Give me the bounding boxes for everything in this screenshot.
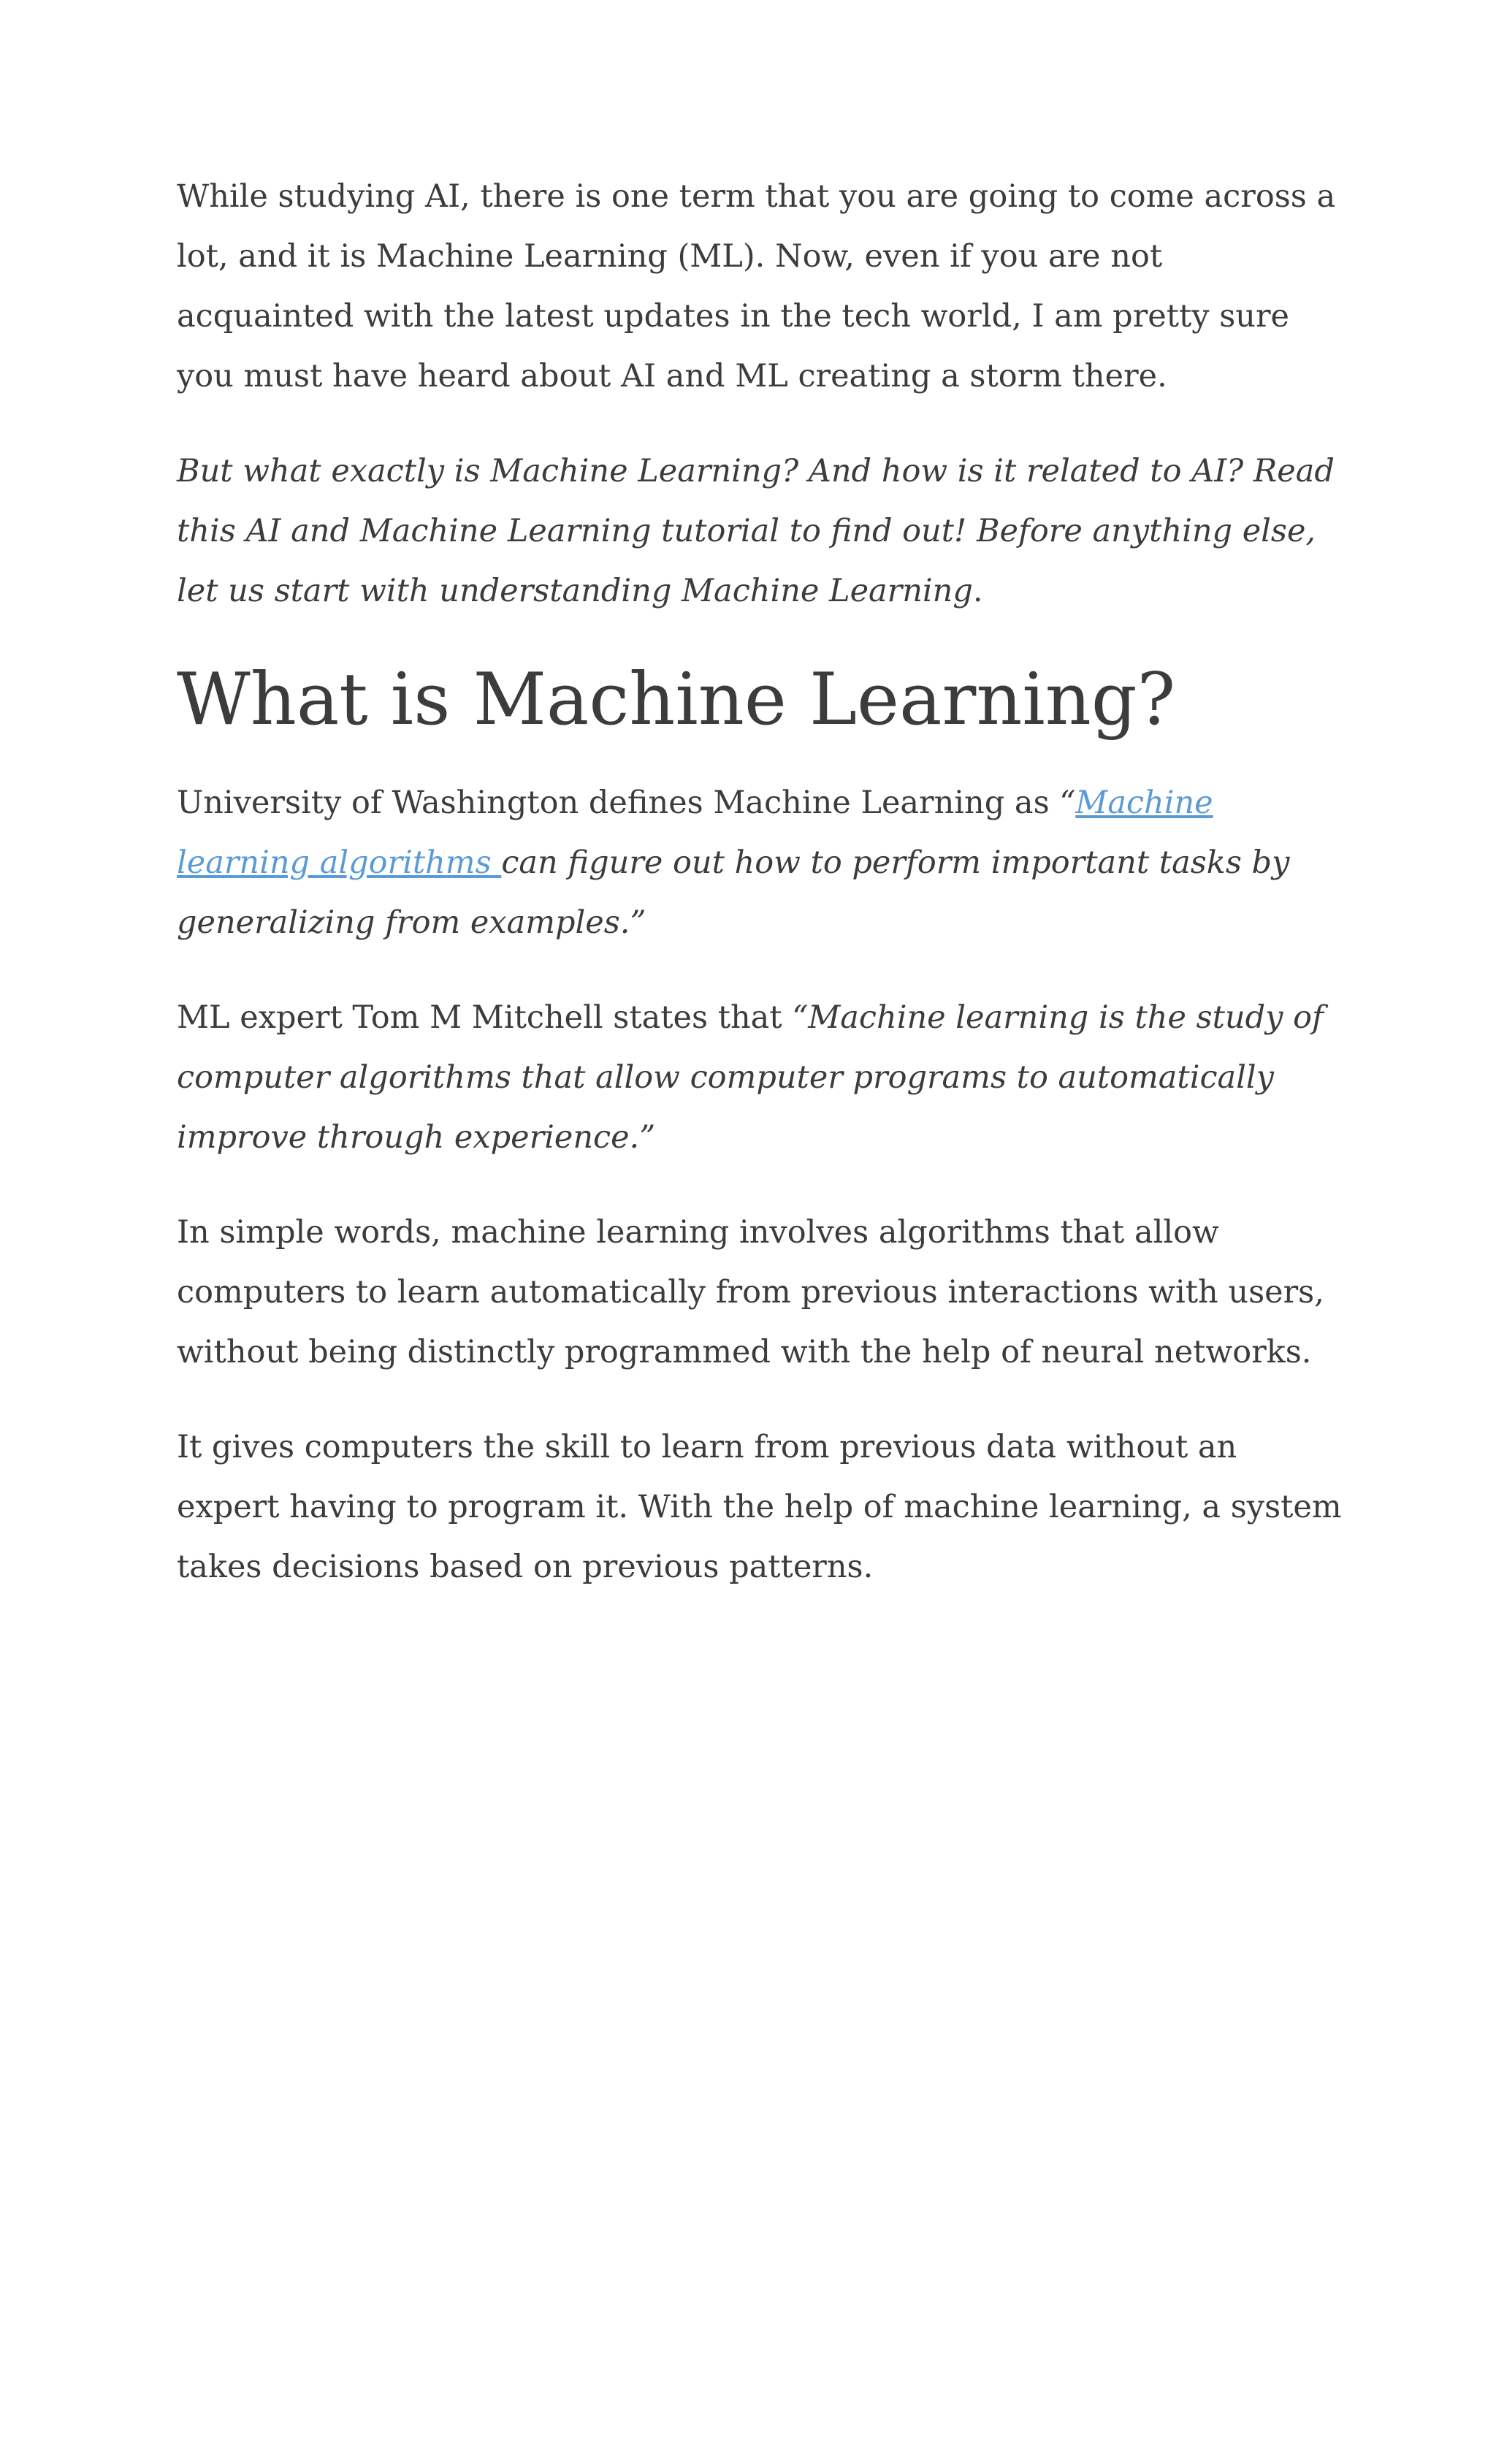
uw-open-quote: “ (1059, 785, 1076, 821)
question-paragraph (177, 441, 1346, 621)
simple-words-text: In simple words, machine learning involves algorithms that allow computers to learn automatically from previous interactions with users, without being distinctly programmed with the help of neural networks. (177, 1214, 1324, 1370)
intro-text: While studying AI, there is one term that you are going to come across a lot, and it is Machine Learning (ML). Now, even if you are not acquainted with the latest updates in the tech world, I am pretty sure you must have heard about AI and ML creating a storm there. (177, 178, 1336, 394)
skill-text: It gives computers the skill to learn from previous data without an expert having to program it. With the help of machine learning, a system takes decisions based on previous patterns. (177, 1429, 1342, 1585)
skill-paragraph (177, 1417, 1346, 1597)
uw-quote-rest: can figure out how to perform important tasks by generalizing from examples.” (177, 844, 1290, 941)
uw-lead-text: University of Washington defines Machine Learning as (177, 785, 1060, 821)
mitchell-quote: “Machine learning is the study of computer algorithms that allow computer programs to automatically improve through experience.” (177, 999, 1324, 1156)
question-period: . (972, 573, 983, 609)
uw-definition-paragraph (177, 773, 1346, 953)
mitchell-paragraph (177, 988, 1346, 1167)
question-italic-text: But what exactly is Machine Learning? And how is it related to AI? Read this AI and Machine Learning tutorial to find out! Before anything else, let us start with understanding Machine Learning (177, 453, 1335, 609)
article-body (177, 167, 1346, 1632)
intro-paragraph (177, 167, 1346, 406)
mitchell-lead-text: ML expert Tom M Mitchell states that (177, 999, 793, 1036)
ml-algorithms-link[interactable]: Machine learning algorithms (177, 785, 1213, 881)
section-heading: What is Machine Learning? (177, 658, 1176, 741)
simple-words-paragraph (177, 1202, 1346, 1382)
